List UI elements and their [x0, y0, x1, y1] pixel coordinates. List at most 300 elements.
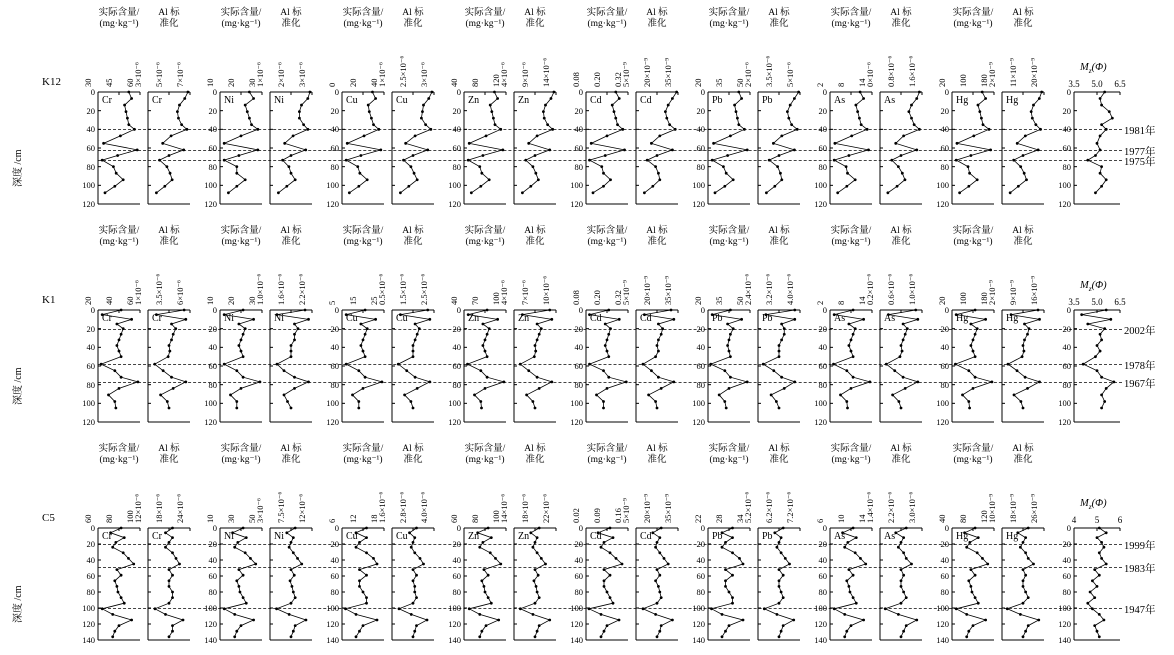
profile-plot-normalized [758, 92, 802, 208]
axis-tick-label: 0 [327, 82, 337, 87]
axis-tick-label: 20 [937, 78, 947, 87]
profile-plot-normalized [1002, 310, 1046, 426]
depth-tick-label: 120 [692, 619, 705, 629]
axis-tick-label: 14 [857, 78, 867, 87]
depth-tick-label: 20 [1062, 539, 1071, 549]
depth-tick-label: 0 [334, 305, 339, 315]
depth-tick-label: 80 [574, 587, 583, 597]
axis-tick-label: 20 [83, 296, 93, 305]
profile-plot-actual [464, 528, 508, 644]
axis-tick-label: 20 [693, 78, 703, 87]
profile-line [468, 310, 504, 408]
header-norm-line1: Al 标 [280, 8, 302, 18]
metal-label: Cd [640, 95, 652, 106]
axis-tick-label: 80 [470, 514, 480, 523]
depth-tick-label: 0 [212, 305, 217, 315]
header-norm-line1: Al 标 [646, 226, 668, 236]
depth-tick-label: 60 [86, 143, 95, 153]
header-actual-line1: 实际含量/ [220, 444, 262, 454]
profile-plot-normalized [392, 92, 436, 208]
axis-tick-label: 20 [226, 78, 236, 87]
header-actual-line2: (mg·kg⁻¹) [831, 236, 871, 247]
axis-tick-label: 0.08 [571, 290, 581, 305]
header-actual-line1: 实际含量/ [220, 226, 262, 236]
depth-tick-label: 100 [936, 398, 949, 409]
header-norm-line2: 准化 [891, 18, 911, 29]
header-norm-line2: 准化 [281, 236, 301, 247]
axis-tick-label: 4×10⁻⁶ [499, 280, 509, 305]
header-al-normalized [626, 444, 688, 465]
axis-tick-label: 0.5×10⁻⁶ [377, 273, 387, 305]
profile-line [346, 528, 378, 637]
depth-tick-label: 40 [452, 124, 461, 135]
header-actual-line2: (mg·kg⁻¹) [343, 236, 383, 247]
profile-plot-actual [220, 528, 264, 644]
profile-plot-actual [98, 92, 142, 208]
metal-label: Pb [762, 313, 773, 324]
depth-tick-label: 20 [940, 539, 949, 549]
header-actual-line1: 实际含量/ [98, 8, 140, 18]
axis-tick-label: 6 [815, 518, 825, 523]
depth-tick-label: 0 [944, 87, 949, 97]
depth-tick-label: 20 [86, 323, 95, 334]
depth-tick-label: 140 [1058, 635, 1071, 645]
header-al-normalized [626, 226, 688, 247]
axis-tick-label: 14×10⁻⁶ [499, 493, 509, 523]
depth-tick-label: 40 [696, 124, 705, 135]
profile-line [346, 310, 382, 408]
data-point [600, 635, 603, 638]
axis-tick-label: 18×10⁻⁶ [154, 493, 164, 523]
axis-tick-label: 10×10⁻⁶ [541, 275, 551, 305]
profile-line [224, 310, 260, 408]
header-actual-line2: (mg·kg⁻¹) [99, 454, 139, 465]
axis-tick-label: 2×10⁻⁶ [276, 62, 286, 87]
header-norm-line1: Al 标 [646, 8, 668, 18]
profile-line [764, 528, 793, 637]
axis-tick-label: 120 [979, 510, 989, 523]
depth-tick-label: 140 [82, 635, 95, 645]
depth-tick-label: 120 [204, 417, 217, 427]
depth-tick-label: 60 [940, 143, 949, 153]
profile-plot-normalized [636, 92, 680, 208]
depth-tick-label: 80 [818, 161, 827, 172]
profile-line [644, 92, 676, 193]
depth-tick-label: 60 [696, 143, 705, 153]
mz-axis-tick-label: 6.5 [1114, 79, 1126, 89]
depth-tick-label: 0 [700, 87, 705, 97]
axis-tick-label: 2 [815, 82, 825, 87]
depth-tick-label: 0 [578, 305, 583, 315]
metal-label: Ni [274, 95, 284, 106]
depth-tick-label: 0 [456, 87, 461, 97]
depth-tick-label: 80 [86, 161, 95, 172]
profile-plot-actual [586, 92, 630, 208]
depth-tick-label: 40 [818, 555, 827, 565]
header-norm-line2: 准化 [525, 18, 545, 29]
depth-tick-label: 40 [818, 342, 827, 353]
axis-tick-label: 0.02 [571, 508, 581, 523]
depth-tick-label: 120 [1058, 619, 1071, 629]
header-actual-line2: (mg·kg⁻¹) [99, 18, 139, 29]
header-norm-line1: Al 标 [890, 444, 912, 454]
depth-tick-label: 120 [326, 199, 339, 209]
profile-plot-normalized [758, 310, 802, 426]
metal-label: Hg [1006, 95, 1019, 106]
axis-tick-label: 14×10⁻⁶ [541, 57, 551, 87]
depth-tick-label: 140 [692, 635, 705, 645]
mz-title-sub: z [1088, 66, 1092, 76]
depth-tick-label: 120 [448, 619, 461, 629]
header-actual-line1: 实际含量/ [464, 444, 506, 454]
axis-tick-label: 40 [369, 78, 379, 87]
depth-tick-label: 120 [204, 199, 217, 209]
profile-line [834, 92, 868, 193]
depth-tick-label: 100 [326, 603, 339, 613]
profile-line [888, 92, 920, 193]
year-label: 1983年 [1124, 564, 1156, 576]
header-norm-line1: Al 标 [890, 8, 912, 18]
metal-label: Ni [224, 313, 234, 324]
metal-label: Zn [468, 95, 480, 106]
axis-tick-label: 22 [693, 514, 703, 523]
depth-tick-label: 100 [448, 603, 461, 613]
depth-tick-label: 60 [330, 361, 339, 371]
depth-tick-label: 40 [330, 124, 339, 135]
depth-tick-label: 60 [818, 143, 827, 153]
axis-tick-label: 10 [205, 296, 215, 305]
depth-tick-label: 100 [570, 603, 583, 613]
depth-tick-label: 120 [570, 619, 583, 629]
header-actual-line1: 实际含量/ [342, 226, 384, 236]
header-norm-line1: Al 标 [646, 444, 668, 454]
depth-tick-label: 80 [330, 161, 339, 172]
header-norm-line2: 准化 [159, 236, 179, 247]
depth-tick-label: 120 [814, 199, 827, 209]
profile-line [278, 92, 310, 193]
metal-label: As [834, 313, 846, 324]
axis-tick-label: 6×10⁻⁶ [175, 280, 185, 305]
axis-tick-label: 1.6×10⁻⁶ [907, 55, 917, 87]
header-norm-line1: Al 标 [280, 226, 302, 236]
axis-tick-label: 9×10⁻⁶ [520, 62, 530, 87]
data-point [1022, 635, 1025, 638]
depth-tick-label: 20 [574, 105, 583, 116]
depth-tick-label: 120 [1058, 199, 1071, 209]
metal-label: Cd [590, 313, 602, 324]
metal-label: Zn [518, 95, 530, 106]
axis-tick-label: 0.20 [592, 72, 602, 87]
depth-tick-label: 60 [208, 143, 217, 153]
mz-title: $M_z(\Phi)$ [1080, 498, 1107, 512]
profile-plot-normalized [392, 528, 436, 644]
header-al-normalized [504, 226, 566, 247]
depth-tick-label: 20 [574, 323, 583, 334]
depth-tick-label: 60 [1062, 361, 1071, 371]
depth-tick-label: 80 [208, 587, 217, 597]
depth-tick-label: 60 [696, 361, 705, 371]
profile-plot-normalized [514, 310, 558, 426]
depth-tick-label: 100 [1058, 398, 1071, 409]
profile-plot-actual [830, 310, 874, 426]
axis-tick-label: 60 [83, 514, 93, 523]
axis-tick-label: 40 [449, 78, 459, 87]
depth-tick-label: 100 [204, 180, 217, 191]
profile-plot-normalized [880, 92, 924, 208]
header-norm-line1: Al 标 [890, 226, 912, 236]
depth-tick-label: 0 [1066, 87, 1071, 97]
header-al-normalized [382, 8, 444, 29]
depth-tick-label: 60 [818, 361, 827, 371]
header-actual-line2: (mg·kg⁻¹) [221, 454, 261, 465]
header-norm-line2: 准化 [769, 454, 789, 465]
header-norm-line2: 准化 [891, 236, 911, 247]
header-actual-line2: (mg·kg⁻¹) [587, 236, 627, 247]
axis-tick-label: 0.6×10⁻⁶ [886, 273, 896, 305]
metal-label: Cu [396, 95, 408, 106]
axis-tick-label: 1.6×10⁻⁶ [276, 273, 286, 305]
axis-tick-label: 9×10⁻⁹ [1008, 280, 1018, 305]
profile-plot-normalized [758, 528, 802, 644]
depth-tick-label: 60 [208, 571, 217, 581]
axis-tick-label: 0.09 [592, 508, 602, 523]
metal-label: As [884, 313, 896, 324]
depth-tick-label: 100 [692, 603, 705, 613]
depth-tick-label: 100 [936, 180, 949, 191]
depth-tick-label: 100 [570, 180, 583, 191]
depth-tick-label: 0 [334, 87, 339, 97]
axis-tick-label: 120 [491, 74, 501, 87]
mz-title-sub: z [1088, 502, 1092, 512]
depth-tick-label: 40 [86, 124, 95, 135]
header-norm-line2: 准化 [159, 454, 179, 465]
axis-tick-label: 30 [83, 78, 93, 87]
year-label: 1967年 [1124, 378, 1156, 390]
metal-label: As [884, 531, 896, 542]
depth-tick-label: 100 [814, 180, 827, 191]
profile-plot-actual [220, 310, 264, 426]
profile-plot-actual [952, 310, 996, 426]
depth-tick-label: 40 [208, 555, 217, 565]
profile-line [1088, 528, 1106, 637]
data-point [553, 91, 556, 94]
depth-tick-label: 20 [818, 539, 827, 549]
header-actual-line1: 实际含量/ [586, 8, 628, 18]
axis-tick-label: 0.8×10⁻⁶ [886, 55, 896, 87]
depth-tick-label: 0 [578, 523, 583, 533]
axis-tick-label: 7.2×10⁻⁶ [785, 491, 795, 523]
depth-tick-label: 0 [578, 87, 583, 97]
header-norm-line1: Al 标 [524, 8, 546, 18]
header-actual-line2: (mg·kg⁻¹) [465, 236, 505, 247]
depth-tick-label: 120 [570, 199, 583, 209]
axis-tick-label: 24×10⁻⁶ [175, 493, 185, 523]
axis-tick-label: 11×10⁻⁹ [1008, 58, 1018, 87]
profile-line [155, 528, 183, 637]
metal-label: Cd [590, 95, 602, 106]
header-actual-line2: (mg·kg⁻¹) [465, 18, 505, 29]
header-actual-line2: (mg·kg⁻¹) [587, 454, 627, 465]
mz-title: $M_z(\Phi)$ [1080, 280, 1107, 294]
depth-tick-label: 40 [940, 342, 949, 353]
header-norm-line1: Al 标 [768, 8, 790, 18]
header-norm-line1: Al 标 [280, 444, 302, 454]
depth-tick-label: 40 [452, 555, 461, 565]
profile-plot-normalized [148, 528, 192, 644]
depth-tick-label: 20 [208, 323, 217, 334]
profile-plot-normalized [880, 528, 924, 644]
header-norm-line2: 准化 [281, 18, 301, 29]
header-actual-line2: (mg·kg⁻¹) [953, 18, 993, 29]
depth-tick-label: 60 [86, 571, 95, 581]
profile-plot-actual [342, 92, 386, 208]
depth-tick-label: 100 [82, 398, 95, 409]
depth-tick-label: 0 [90, 523, 95, 533]
axis-tick-label: 7×10⁻⁶ [175, 62, 185, 87]
axis-tick-label: 2.5×10⁻⁶ [398, 55, 408, 87]
profile-plot-normalized [270, 92, 314, 208]
axis-tick-label: 2.8×10⁻⁶ [398, 491, 408, 523]
axis-tick-label: 50 [247, 514, 257, 523]
year-label: 1977年 [1124, 146, 1156, 158]
year-label: 1999年 [1124, 541, 1156, 552]
header-norm-line1: Al 标 [768, 444, 790, 454]
profile-line [522, 92, 554, 193]
axis-tick-label: 20×10⁻⁹ [642, 275, 652, 305]
depth-tick-label: 80 [330, 587, 339, 597]
header-norm-line1: Al 标 [1012, 226, 1034, 236]
depth-tick-label: 0 [822, 305, 827, 315]
axis-tick-label: 35×10⁻⁹ [663, 493, 673, 523]
depth-tick-label: 40 [696, 342, 705, 353]
depth-tick-label: 20 [86, 105, 95, 116]
depth-tick-label: 100 [814, 603, 827, 613]
profile-line [763, 310, 795, 408]
row-C5 [0, 442, 1174, 654]
depth-tick-label: 100 [570, 398, 583, 409]
axis-tick-label: 2×10⁻⁹ [987, 62, 997, 87]
axis-tick-label: 14 [857, 296, 867, 305]
depth-tick-label: 100 [448, 398, 461, 409]
axis-tick-label: 14 [857, 514, 867, 523]
profile-plot-normalized [148, 92, 192, 208]
depth-tick-label: 0 [90, 87, 95, 97]
depth-tick-label: 80 [574, 379, 583, 390]
metal-label: Cr [102, 531, 112, 542]
data-point [1100, 407, 1103, 410]
axis-tick-label: 34 [735, 514, 745, 523]
depth-tick-label: 60 [330, 143, 339, 153]
depth-tick-label: 120 [204, 619, 217, 629]
depth-tick-label: 60 [818, 571, 827, 581]
metal-label: Cu [396, 313, 408, 324]
mz-axis-tick-label: 3.5 [1068, 297, 1080, 307]
axis-tick-label: 60 [125, 296, 135, 305]
profile-line [1082, 310, 1114, 408]
axis-tick-label: 18×10⁻⁶ [520, 493, 530, 523]
axis-tick-label: 3×10⁻⁶ [419, 62, 429, 87]
depth-tick-label: 40 [208, 342, 217, 353]
depth-tick-label: 120 [1058, 417, 1071, 427]
header-norm-line2: 准化 [403, 18, 423, 29]
axis-tick-label: 25 [369, 296, 379, 305]
profile-line [711, 310, 747, 408]
depth-tick-label: 40 [574, 555, 583, 565]
profile-line [468, 92, 503, 193]
metal-label: Ni [274, 313, 284, 324]
profile-plot-actual [830, 528, 874, 644]
profile-line [834, 528, 866, 637]
profile-line [885, 528, 917, 637]
axis-tick-label: 22×10⁻⁶ [541, 493, 551, 523]
depth-tick-label: 40 [330, 342, 339, 353]
depth-tick-label: 120 [82, 619, 95, 629]
axis-tick-label: 80 [104, 514, 114, 523]
depth-tick-label: 100 [1058, 603, 1071, 613]
axis-tick-label: 1.0×10⁻⁶ [907, 273, 917, 305]
header-norm-line1: Al 标 [768, 226, 790, 236]
axis-tick-label: 3.5×10⁻⁶ [154, 273, 164, 305]
metal-label: Cr [152, 313, 162, 324]
depth-tick-label: 80 [696, 161, 705, 172]
depth-tick-label: 120 [936, 199, 949, 209]
depth-tick-label: 0 [822, 523, 827, 533]
metal-label: As [884, 95, 896, 106]
axis-tick-label: 60 [125, 78, 135, 87]
header-norm-line2: 准化 [525, 454, 545, 465]
depth-tick-label: 40 [1062, 342, 1071, 353]
axis-tick-label: 30 [247, 296, 257, 305]
profile-line [224, 92, 258, 193]
depth-tick-label: 40 [574, 124, 583, 135]
data-point [656, 635, 659, 638]
axis-tick-label: 2.5×10⁻⁶ [419, 273, 429, 305]
header-actual-line2: (mg·kg⁻¹) [221, 18, 261, 29]
metal-label: Zn [518, 313, 530, 324]
depth-tick-label: 120 [692, 417, 705, 427]
depth-tick-label: 40 [1062, 124, 1071, 135]
header-actual-line1: 实际含量/ [708, 226, 750, 236]
header-actual-line1: 实际含量/ [464, 226, 506, 236]
metal-label: Cu [346, 531, 358, 542]
axis-tick-label: 8 [836, 82, 846, 87]
depth-tick-label: 120 [82, 199, 95, 209]
depth-tick-label: 60 [86, 361, 95, 371]
year-label: 1947年 [1124, 605, 1156, 616]
header-actual-line1: 实际含量/ [342, 444, 384, 454]
depth-tick-label: 120 [82, 417, 95, 427]
mz-axis-tick-label: 5.0 [1091, 79, 1103, 89]
depth-tick-label: 80 [940, 161, 949, 172]
header-actual-line2: (mg·kg⁻¹) [831, 18, 871, 29]
depth-tick-label: 80 [452, 587, 461, 597]
depth-tick-label: 20 [452, 539, 461, 549]
header-norm-line1: Al 标 [158, 8, 180, 18]
header-actual-line2: (mg·kg⁻¹) [709, 18, 749, 29]
profile-plot-actual [708, 528, 752, 644]
header-norm-line2: 准化 [647, 236, 667, 247]
metal-label: Hg [956, 95, 969, 106]
depth-tick-label: 60 [452, 361, 461, 371]
profile-plot-actual [220, 92, 264, 208]
data-point [900, 635, 903, 638]
profile-line [1088, 92, 1113, 193]
profile-line [399, 528, 427, 637]
axis-tick-label: 0.20 [592, 290, 602, 305]
depth-tick-label: 80 [1062, 587, 1071, 597]
depth-tick-label: 140 [204, 635, 217, 645]
header-norm-line2: 准化 [769, 236, 789, 247]
